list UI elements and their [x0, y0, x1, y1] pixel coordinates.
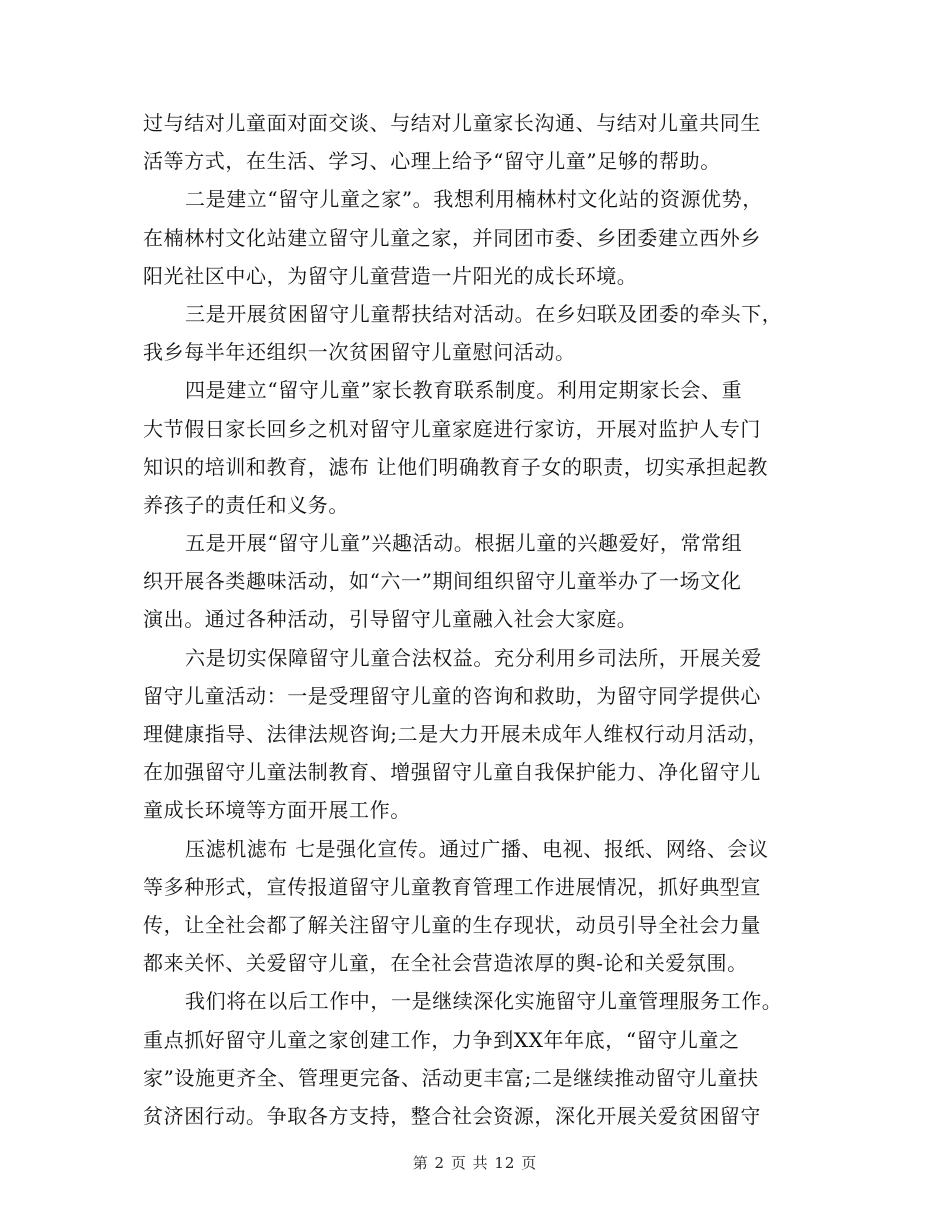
text-line: 二是建立“留守儿童之家”。我想利用楠林村文化站的资源优势，: [185, 187, 763, 212]
page-number: 第 2 页 共 12 页: [412, 1154, 538, 1172]
text-line: 阳光社区中心，为留守儿童营造一片阳光的成长环境。: [143, 263, 638, 288]
text-line: 四是建立“留守儿童”家长教育联系制度。利用定期家长会、重: [185, 378, 743, 403]
document-body: [143, 104, 803, 1135]
text-line: 六是切实保障留守儿童合法权益。充分利用乡司法所，开展关爱: [185, 645, 762, 670]
text-line: 养孩子的责任和义务。: [143, 492, 349, 517]
text-line: 演出。通过各种活动，引导留守儿童融入社会大家庭。: [143, 607, 638, 632]
text-line: 压滤机滤布 七是强化宣传。通过广播、电视、报纸、网络、会议: [185, 836, 769, 861]
text-line: 等多种形式，宣传报道留守儿童教育管理工作进展情况，抓好典型宣: [143, 874, 761, 899]
text-line: 三是开展贫困留守儿童帮扶结对活动。在乡妇联及团委的牵头下，: [185, 301, 783, 326]
text-line: 织开展各类趣味活动，如“六一”期间组织留守儿童举办了一场文化: [143, 569, 742, 594]
text-line: 我乡每半年还组织一次贫困留守儿童慰问活动。: [143, 340, 576, 365]
text-line: 活等方式，在生活、学习、心理上给予“留守儿童”足够的帮助。: [143, 149, 721, 174]
text-line: 传，让全社会都了解关注留守儿童的生存现状，动员引导全社会力量: [143, 912, 761, 937]
text-line: 贫济困行动。争取各方支持，整合社会资源，深化开展关爱贫困留守: [143, 1103, 761, 1128]
text-line: 五是开展“留守儿童”兴趣活动。根据儿童的兴趣爱好，常常组: [185, 531, 743, 556]
text-line: 留守儿童活动：一是受理留守儿童的咨询和救助，为留守同学提供心: [143, 683, 761, 708]
text-line: 理健康指导、法律法规咨询;二是大力开展未成年人维权行动月活动，: [143, 722, 769, 746]
text-line: 过与结对儿童面对面交谈、与结对儿童家长沟通、与结对儿童共同生: [143, 111, 761, 135]
text-line: 大节假日家长回乡之机对留守儿童家庭进行家访，开展对监护人专门: [143, 416, 761, 441]
text-line: 家”设施更齐全、管理更完备、活动更丰富;二是继续推动留守儿童扶: [143, 1065, 759, 1090]
text-line: 知识的培训和教育，滤布 让他们明确教育子女的职责，切实承担起教: [143, 454, 768, 479]
text-line: 我们将在以后工作中，一是继续深化实施留守儿童管理服务工作。: [185, 989, 783, 1014]
text-line: 都来关怀、关爱留守儿童，在全社会营造浓厚的舆-论和关爱氛围。: [143, 951, 748, 976]
text-line: 重点抓好留守儿童之家创建工作，力争到XX年年底，“留守儿童之: [143, 1027, 740, 1052]
text-line: 在加强留守儿童法制教育、增强留守儿童自我保护能力、净化留守儿: [143, 760, 761, 785]
text-line: 在楠林村文化站建立留守儿童之家，并同团市委、乡团委建立西外乡: [143, 225, 761, 250]
text-line: 童成长环境等方面开展工作。: [143, 798, 411, 823]
